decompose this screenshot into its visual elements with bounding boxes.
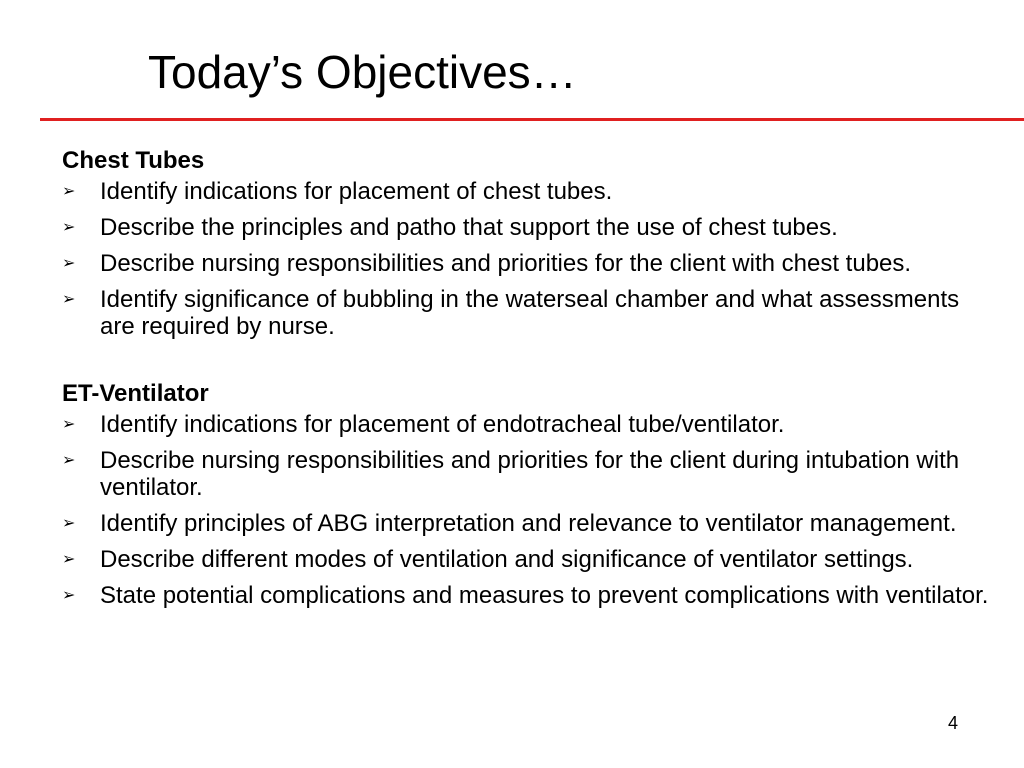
- bullet-text: State potential complications and measures to prevent complications with ventilator.: [100, 582, 989, 609]
- bullet-list: [62, 178, 992, 340]
- title-divider: [40, 118, 1024, 121]
- bullet-text: Describe different modes of ventilation and significance of ventilator settings.: [100, 546, 914, 573]
- bullet-item: [62, 447, 992, 501]
- bullet-text: Describe nursing responsibilities and priorities for the client during intubation with ventilator.: [100, 447, 960, 501]
- bullet-text: Identify significance of bubbling in the waterseal chamber and what assessments are required by nurse.: [100, 286, 960, 340]
- bullet-item: [62, 286, 992, 340]
- section-spacer: [62, 349, 992, 379]
- section-heading: ET-Ventilator: [62, 380, 209, 407]
- arrowhead-bullet-icon: ➢: [62, 551, 76, 568]
- bullet-item: [62, 411, 992, 438]
- page-number: 4: [948, 713, 959, 733]
- bullet-item: [62, 250, 992, 277]
- arrowhead-bullet-icon: ➢: [62, 219, 76, 236]
- bullet-item: [62, 546, 992, 573]
- arrowhead-bullet-icon: ➢: [62, 291, 76, 308]
- bullet-text: Identify indications for placement of chest tubes.: [100, 178, 613, 205]
- bullet-item: [62, 214, 992, 241]
- bullet-item: [62, 178, 992, 205]
- arrowhead-bullet-icon: ➢: [62, 515, 76, 532]
- arrowhead-bullet-icon: ➢: [62, 416, 76, 433]
- slide-title: Today’s Objectives…: [148, 46, 577, 98]
- bullet-item: [62, 582, 992, 609]
- bullet-item: [62, 510, 992, 537]
- arrowhead-bullet-icon: ➢: [62, 452, 76, 469]
- arrowhead-bullet-icon: ➢: [62, 255, 76, 272]
- bullet-text: Identify indications for placement of endotracheal tube/ventilator.: [100, 411, 785, 438]
- bullet-text: Identify principles of ABG interpretation and relevance to ventilator management.: [100, 510, 957, 537]
- bullet-list: [62, 411, 992, 609]
- arrowhead-bullet-icon: ➢: [62, 587, 76, 604]
- section-et-ventilator: [62, 379, 992, 609]
- bullet-text: Describe the principles and patho that support the use of chest tubes.: [100, 214, 838, 241]
- section-heading: Chest Tubes: [62, 147, 205, 174]
- slide-body: [62, 146, 992, 618]
- bullet-text: Describe nursing responsibilities and priorities for the client with chest tubes.: [100, 250, 912, 277]
- section-chest-tubes: [62, 146, 992, 340]
- arrowhead-bullet-icon: ➢: [62, 183, 76, 200]
